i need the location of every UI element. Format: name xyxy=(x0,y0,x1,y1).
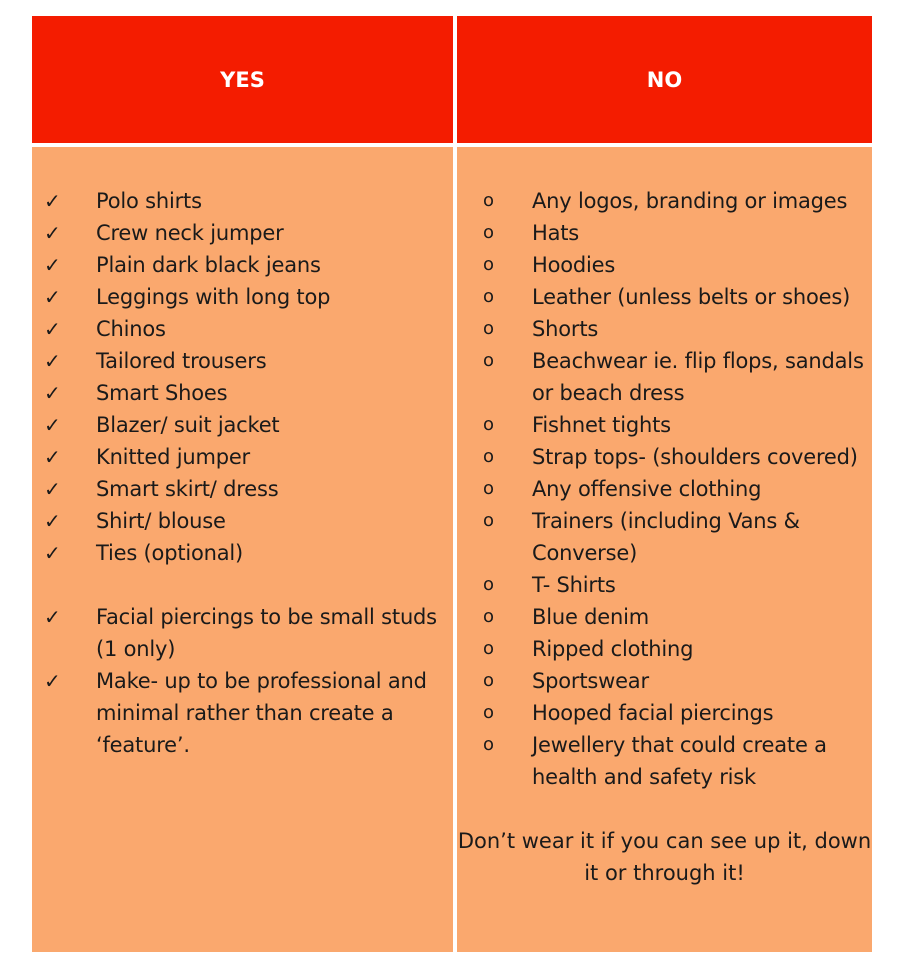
list-item: o Blue denim xyxy=(469,601,869,633)
check-icon: ✓ xyxy=(44,189,61,213)
check-icon: ✓ xyxy=(44,413,61,437)
check-icon: ✓ xyxy=(44,317,61,341)
circle-bullet-icon: o xyxy=(483,574,494,595)
circle-bullet-icon: o xyxy=(483,734,494,755)
dress-code-table xyxy=(32,16,872,952)
circle-bullet-icon: o xyxy=(483,510,494,531)
circle-bullet-icon: o xyxy=(483,414,494,435)
list-item: o Ripped clothing xyxy=(469,633,869,665)
check-icon: ✓ xyxy=(44,349,61,373)
list-item: o Hats xyxy=(469,217,869,249)
circle-bullet-icon: o xyxy=(483,702,494,723)
yes-column xyxy=(32,147,453,952)
circle-bullet-icon: o xyxy=(483,254,494,275)
no-header xyxy=(457,16,872,143)
circle-bullet-icon: o xyxy=(483,478,494,499)
no-header-label: NO xyxy=(646,67,683,92)
circle-bullet-icon: o xyxy=(483,446,494,467)
list-item: ✓ Chinos xyxy=(44,313,449,345)
circle-bullet-icon: o xyxy=(483,606,494,627)
list-item: o Leather (unless belts or shoes) xyxy=(469,281,869,313)
check-icon: ✓ xyxy=(44,509,61,533)
list-item: ✓ Tailored trousers xyxy=(44,345,449,377)
check-icon: ✓ xyxy=(44,669,61,693)
list-item: ✓ Ties (optional) xyxy=(44,537,449,569)
list-item: o Beachwear ie. flip flops, sandals or beach dress xyxy=(469,345,869,409)
check-icon: ✓ xyxy=(44,477,61,501)
list-item: o Hoodies xyxy=(469,249,869,281)
list-item: o Any offensive clothing xyxy=(469,473,869,505)
list-item: ✓ Knitted jumper xyxy=(44,441,449,473)
check-icon: ✓ xyxy=(44,221,61,245)
check-icon: ✓ xyxy=(44,381,61,405)
list-item: ✓ Facial piercings to be small studs (1 only) xyxy=(44,601,449,665)
circle-bullet-icon: o xyxy=(483,190,494,211)
no-column xyxy=(457,147,872,952)
column-divider xyxy=(453,16,457,952)
list-item: ✓ Leggings with long top xyxy=(44,281,449,313)
list-item: ✓ Blazer/ suit jacket xyxy=(44,409,449,441)
check-icon: ✓ xyxy=(44,605,61,629)
list-item: ✓ Smart Shoes xyxy=(44,377,449,409)
list-item: o Strap tops- (shoulders covered) xyxy=(469,441,869,473)
check-icon: ✓ xyxy=(44,285,61,309)
circle-bullet-icon: o xyxy=(483,350,494,371)
list-item: ✓ Make- up to be professional and minimal rather than create a ‘feature’. xyxy=(44,665,449,761)
list-item: ✓ Shirt/ blouse xyxy=(44,505,449,537)
list-item: ✓ Polo shirts xyxy=(44,185,449,217)
list-item: ✓ Smart skirt/ dress xyxy=(44,473,449,505)
circle-bullet-icon: o xyxy=(483,638,494,659)
circle-bullet-icon: o xyxy=(483,222,494,243)
list-item: ✓ Plain dark black jeans xyxy=(44,249,449,281)
list-item: o Hooped facial piercings xyxy=(469,697,869,729)
circle-bullet-icon: o xyxy=(483,318,494,339)
list-item: o T- Shirts xyxy=(469,569,869,601)
list-item: ✓ Crew neck jumper xyxy=(44,217,449,249)
check-icon: ✓ xyxy=(44,445,61,469)
yes-header xyxy=(32,16,453,143)
yes-list xyxy=(44,185,449,761)
check-icon: ✓ xyxy=(44,541,61,565)
check-icon: ✓ xyxy=(44,253,61,277)
list-item: o Jewellery that could create a health and safety risk xyxy=(469,729,869,793)
dress-code-note: Don’t wear it if you can see up it, down it or through it! xyxy=(457,829,872,885)
list-item: o Any logos, branding or images xyxy=(469,185,869,217)
list-item: o Fishnet tights xyxy=(469,409,869,441)
circle-bullet-icon: o xyxy=(483,286,494,307)
list-item: o Shorts xyxy=(469,313,869,345)
no-list xyxy=(469,185,869,793)
list-item: o Sportswear xyxy=(469,665,869,697)
circle-bullet-icon: o xyxy=(483,670,494,691)
yes-header-label: YES xyxy=(220,67,265,92)
header-divider xyxy=(32,143,872,147)
list-item: o Trainers (including Vans & Converse) xyxy=(469,505,869,569)
